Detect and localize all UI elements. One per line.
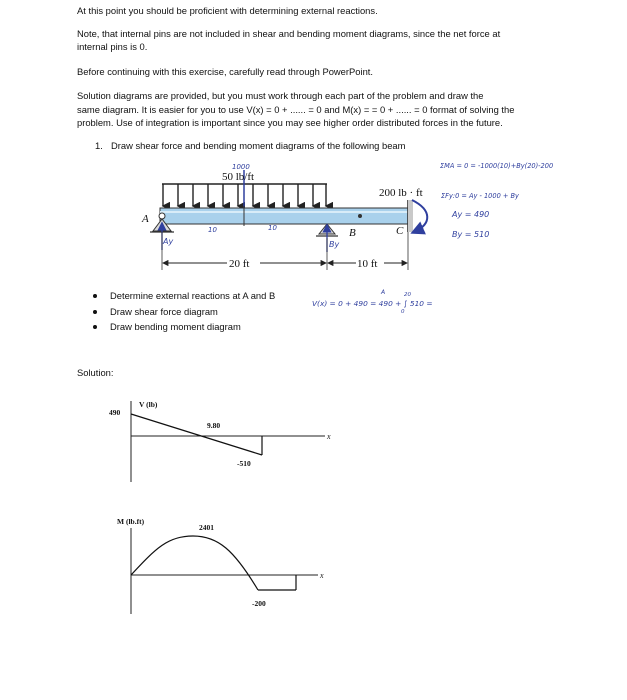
moment-x-label: x bbox=[320, 571, 324, 580]
hand-force-equation: ΣFy:0 = Ay - 1000 + By bbox=[441, 192, 519, 200]
shear-zero-crossing: 9.80 bbox=[207, 421, 221, 430]
point-moment-label: 200 lb · ft bbox=[379, 187, 423, 199]
dimension-right: 10 ft bbox=[357, 258, 378, 270]
shear-axis-label: V (lb) bbox=[139, 400, 158, 409]
solution-instructions-3: problem. Use of integration is important since you may see higher order distributed forces in the future. bbox=[77, 117, 503, 128]
label-b: B bbox=[349, 227, 356, 239]
task-item: Draw bending moment diagram bbox=[93, 319, 275, 335]
task-item: Determine external reactions at A and B bbox=[93, 288, 275, 304]
shear-min-value: -510 bbox=[237, 459, 251, 468]
moment-axis-label: M (lb.ft) bbox=[117, 517, 145, 526]
solution-label: Solution: bbox=[77, 367, 114, 378]
question-number: 1. bbox=[95, 140, 103, 151]
moment-min-value: -200 bbox=[252, 599, 266, 608]
hand-moment-equation: ΣMA = 0 = -1000(10)+By(20)-200 bbox=[440, 162, 554, 170]
task-item: Draw shear force diagram bbox=[93, 304, 275, 320]
note-line-2: internal pins is 0. bbox=[77, 41, 148, 52]
load-label: 50 lb/ft bbox=[222, 171, 255, 183]
moment-curve bbox=[131, 536, 258, 590]
shear-start-value: 490 bbox=[109, 408, 121, 417]
before-line: Before continuing with this exercise, carefully read through PowerPoint. bbox=[77, 66, 373, 77]
hand-ay-value: Ay = 490 bbox=[452, 210, 490, 219]
intro-line: At this point you should be proficient with determining external reactions. bbox=[77, 5, 378, 16]
hand-tick-right: 10 bbox=[268, 224, 277, 232]
hand-ay: Ay bbox=[163, 237, 174, 246]
shear-x-label: x bbox=[327, 432, 331, 441]
hand-integral-lower: 0 bbox=[401, 309, 405, 315]
hand-shear-equation: V(x) = 0 + 490 = 490 + ∫ 510 = bbox=[312, 299, 433, 308]
solution-instructions-1: Solution diagrams are provided, but you must work through each part of the problem and draw the bbox=[77, 90, 484, 101]
label-c: C bbox=[396, 225, 404, 237]
hand-integral-upper: 20 bbox=[404, 292, 411, 298]
hand-tick-left: 10 bbox=[208, 226, 217, 234]
question-text: Draw shear force and bending moment diagrams of the following beam bbox=[111, 140, 406, 151]
fixed-wall bbox=[408, 200, 413, 232]
moment-arrow bbox=[412, 200, 427, 232]
shear-diagram bbox=[109, 400, 331, 482]
shear-line bbox=[131, 414, 262, 455]
label-a: A bbox=[142, 213, 149, 225]
moment-diagram bbox=[117, 517, 324, 614]
note-line-1: Note, that internal pins are not included in shear and bending moment diagrams, since the net force at bbox=[77, 28, 501, 39]
hand-total-load: 1000 bbox=[232, 163, 250, 171]
beam bbox=[160, 208, 408, 224]
task-list bbox=[93, 288, 275, 335]
hand-by: By bbox=[329, 240, 340, 249]
hand-by-value: By = 510 bbox=[452, 230, 490, 239]
dimension-left: 20 ft bbox=[229, 258, 250, 270]
solution-instructions-2: same diagram. It is easier for you to use V(x) = 0 + ...... = 0 and M(x) = = 0 + ...... = 0 format of solving the bbox=[77, 104, 515, 115]
hand-vx-superscript: A bbox=[381, 289, 386, 296]
moment-max-value: 2401 bbox=[199, 523, 214, 532]
